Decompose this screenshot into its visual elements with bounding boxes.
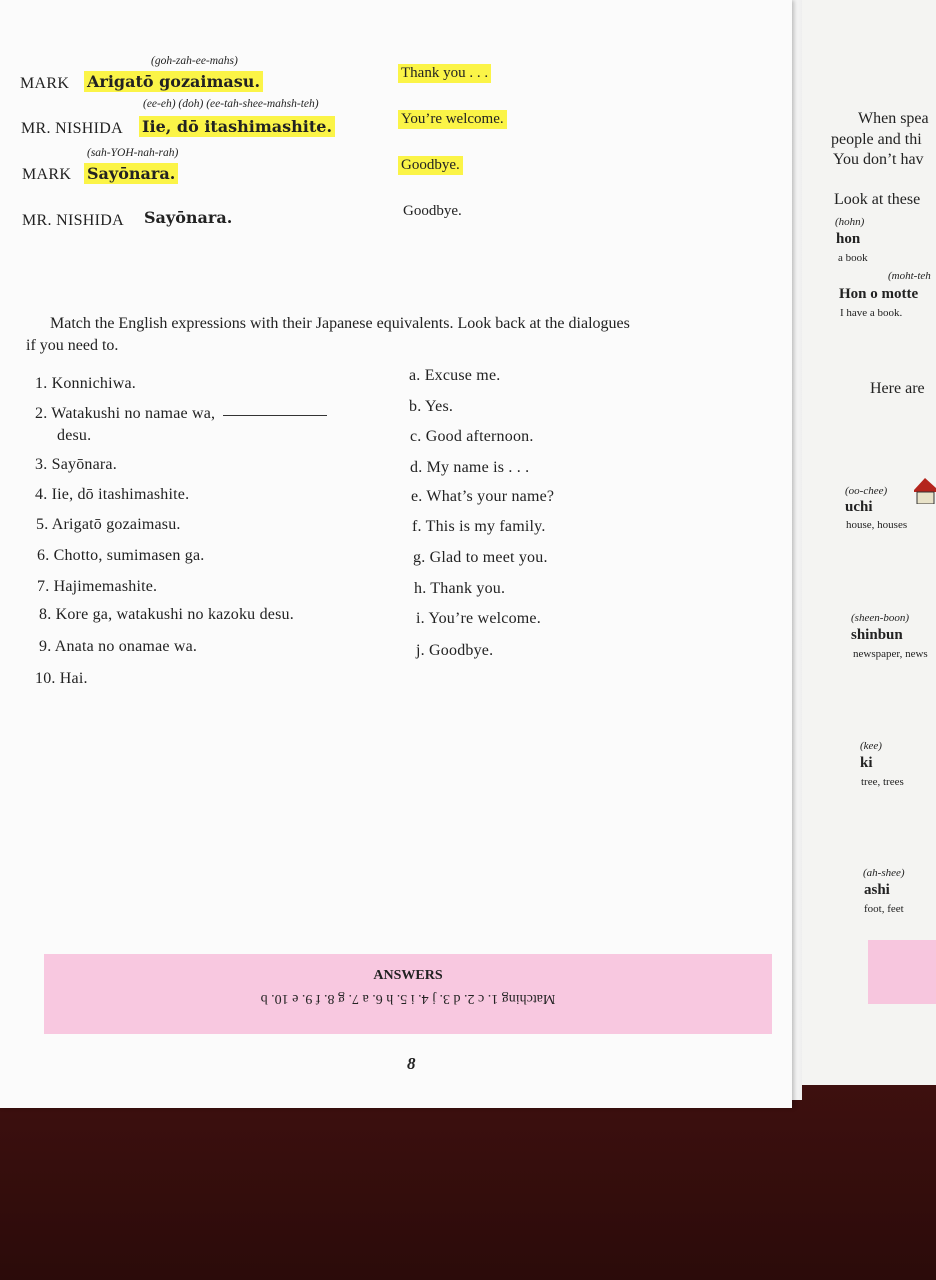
answers-box	[44, 954, 772, 1034]
english-translation: Goodbye.	[398, 156, 463, 175]
english-item: i. You’re welcome.	[416, 610, 541, 627]
english-item: e. What’s your name?	[411, 488, 555, 505]
right-page-text: You don’t hav	[833, 151, 924, 168]
vocab-sentence: Hon o motte	[839, 286, 919, 302]
japanese-line: Sayōnara.	[84, 163, 178, 184]
pronunciation: (goh-zah-ee-mahs)	[151, 55, 238, 67]
speaker-label: MARK	[20, 75, 70, 92]
vocab-word: uchi	[845, 499, 873, 515]
japanese-line: Iie, dō itashimashite.	[139, 116, 335, 137]
english-item: j. Goodbye.	[416, 642, 494, 659]
right-page-text: people and thi	[831, 131, 922, 148]
japanese-item: 6. Chotto, sumimasen ga.	[37, 547, 205, 564]
english-item: f. This is my family.	[412, 518, 546, 535]
instructions-line: Match the English expressions with their Japanese equivalents. Look back at the dialogues	[50, 315, 630, 332]
english-item: a. Excuse me.	[409, 367, 501, 384]
english-item: b. Yes.	[409, 398, 454, 415]
vocab-gloss: newspaper, news	[853, 648, 928, 660]
english-item: g. Glad to meet you.	[413, 549, 548, 566]
vocab-word: shinbun	[851, 627, 903, 643]
japanese-item: 9. Anata no onamae wa.	[39, 638, 198, 655]
page-number: 8	[407, 1054, 416, 1073]
japanese-item: 7. Hajimemashite.	[37, 578, 158, 595]
english-translation: Thank you . . .	[398, 64, 491, 83]
japanese-item: 4. Iie, dō itashimashite.	[35, 486, 190, 503]
answers-title: ANSWERS	[373, 968, 443, 983]
vocab-pronunciation: (sheen-boon)	[851, 612, 910, 624]
instructions-line: if you need to.	[26, 337, 119, 354]
english-item: c. Good afternoon.	[410, 428, 534, 445]
vocab-pronunciation: (ah-shee)	[863, 867, 905, 879]
japanese-item: 5. Arigatō gozaimasu.	[36, 516, 181, 533]
pronunciation: (ee-eh) (doh) (ee-tah-shee-mahsh-teh)	[143, 98, 319, 110]
vocab-pronunciation: (kee)	[860, 740, 882, 752]
english-item: h. Thank you.	[414, 580, 506, 597]
speaker-label: MR. NISHIDA	[22, 212, 124, 229]
japanese-item: 10. Hai.	[35, 670, 88, 687]
japanese-item: 3. Sayōnara.	[35, 456, 117, 473]
english-item: d. My name is . . .	[410, 459, 530, 476]
vocab-gloss: I have a book.	[840, 307, 903, 319]
pronunciation: (sah-YOH-nah-rah)	[87, 147, 179, 159]
vocab-pronunciation: (hohn)	[835, 216, 865, 228]
english-translation: You’re welcome.	[398, 110, 507, 129]
right-page-answers-box	[868, 940, 936, 1004]
answers-key-upside-down: Matching 1. c 2. d 3. j 4. i 5. h 6. a 7. g 8. f 9. e 10. b	[260, 991, 556, 1006]
fill-in-blank	[223, 414, 327, 416]
speaker-label: MR. NISHIDA	[21, 120, 123, 137]
vocab-gloss: house, houses	[846, 519, 908, 531]
vocab-gloss: foot, feet	[864, 903, 904, 915]
japanese-line: Arigatō gozaimasu.	[84, 71, 263, 92]
right-page-text: Look at these	[834, 191, 921, 208]
vocab-pronunciation: (oo-chee)	[845, 485, 888, 497]
vocab-word: ashi	[864, 882, 890, 898]
japanese-item: 1. Konnichiwa.	[35, 375, 137, 392]
vocab-gloss: a book	[838, 252, 868, 264]
japanese-item: desu.	[57, 427, 92, 444]
japanese-item: 8. Kore ga, watakushi no kazoku desu.	[39, 606, 294, 623]
vocab-pronunciation: (moht-teh	[888, 270, 931, 282]
japanese-line: Sayōnara.	[144, 208, 233, 227]
japanese-item	[35, 405, 327, 423]
japanese-item-text: 2. Watakushi no namae wa,	[35, 405, 216, 422]
vocab-word: ki	[860, 755, 873, 771]
vocab-gloss: tree, trees	[861, 776, 904, 788]
right-page-text: When spea	[858, 110, 929, 127]
speaker-label: MARK	[22, 166, 72, 183]
english-translation: Goodbye.	[403, 203, 462, 219]
house-icon	[914, 476, 936, 504]
vocab-word: hon	[836, 231, 861, 247]
right-page-text: Here are	[870, 380, 925, 397]
